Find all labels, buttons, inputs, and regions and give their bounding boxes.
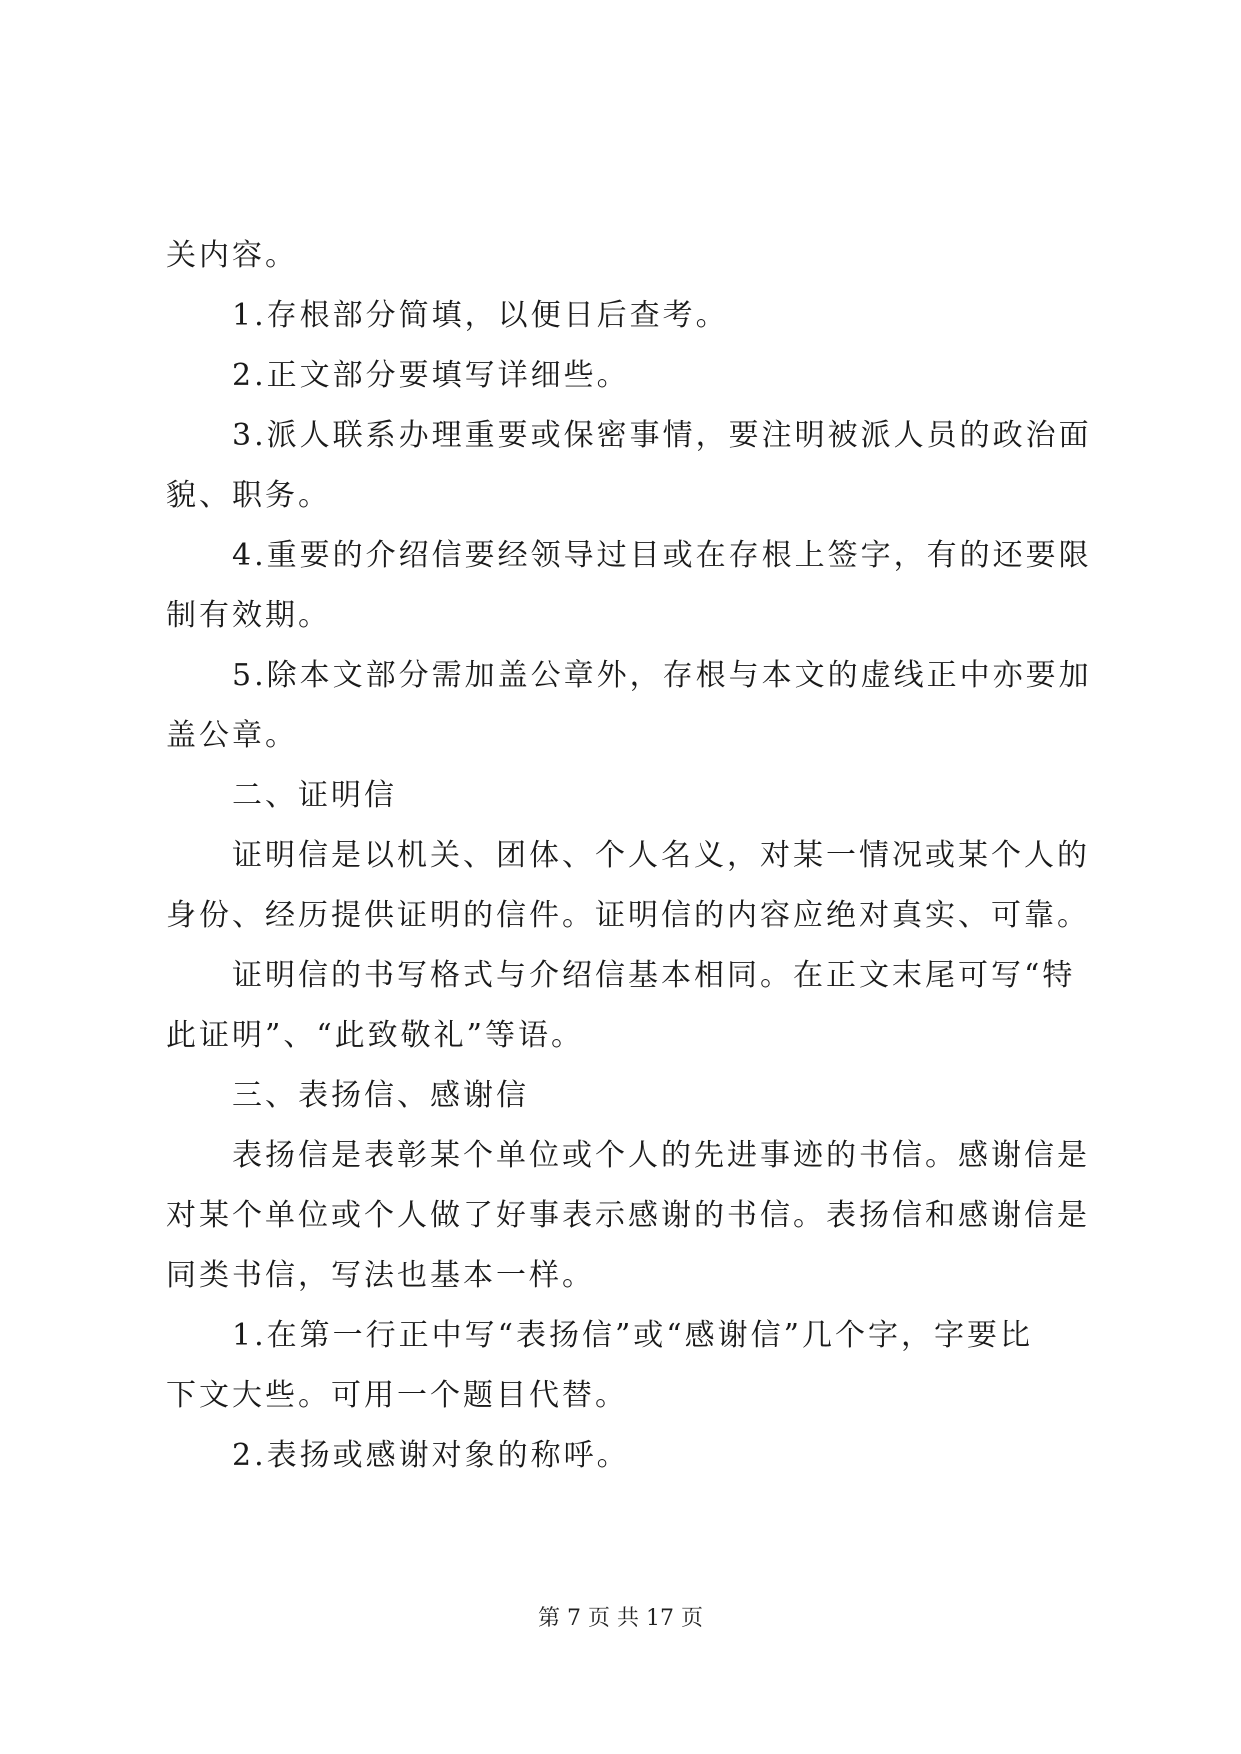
paragraph-line: 表扬信是表彰某个单位或个人的先进事迹的书信。感谢信是 [232, 1138, 1090, 1173]
paragraph-line: 证明信的书写格式与介绍信基本相同。在正文末尾可写“特 [232, 958, 1076, 993]
list-item-1-cont: 下文大些。可用一个题目代替。 [166, 1378, 628, 1413]
list-item-1: 1.在第一行正中写“表扬信”或“感谢信”几个字，字要比 [232, 1318, 1033, 1353]
paragraph-line: 身份、经历提供证明的信件。证明信的内容应绝对真实、可靠。 [166, 898, 1090, 933]
list-item-1: 1.存根部分简填，以便日后查考。 [232, 298, 729, 333]
text-line-1: 关内容。 [166, 238, 298, 273]
paragraph-line: 同类书信，写法也基本一样。 [166, 1258, 595, 1293]
page-number-footer: 第 7 页 共 17 页 [538, 1606, 703, 1631]
paragraph-line: 此证明”、“此致敬礼”等语。 [166, 1018, 585, 1053]
list-item-2: 2.表扬或感谢对象的称呼。 [232, 1438, 630, 1473]
section-heading-2: 二、证明信 [232, 778, 397, 813]
list-item-4-cont: 制有效期。 [166, 598, 331, 633]
list-item-3-cont: 貌、职务。 [166, 478, 331, 513]
list-item-3: 3.派人联系办理重要或保密事情，要注明被派人员的政治面 [232, 418, 1092, 453]
list-item-4: 4.重要的介绍信要经领导过目或在存根上签字，有的还要限 [232, 538, 1092, 573]
paragraph-line: 证明信是以机关、团体、个人名义，对某一情况或某个人的 [232, 838, 1090, 873]
section-heading-3: 三、表扬信、感谢信 [232, 1078, 529, 1113]
paragraph-line: 对某个单位或个人做了好事表示感谢的书信。表扬信和感谢信是 [166, 1198, 1090, 1233]
list-item-2: 2.正文部分要填写详细些。 [232, 358, 630, 393]
list-item-5-cont: 盖公章。 [166, 718, 298, 753]
list-item-5: 5.除本文部分需加盖公章外，存根与本文的虚线正中亦要加 [232, 658, 1092, 693]
